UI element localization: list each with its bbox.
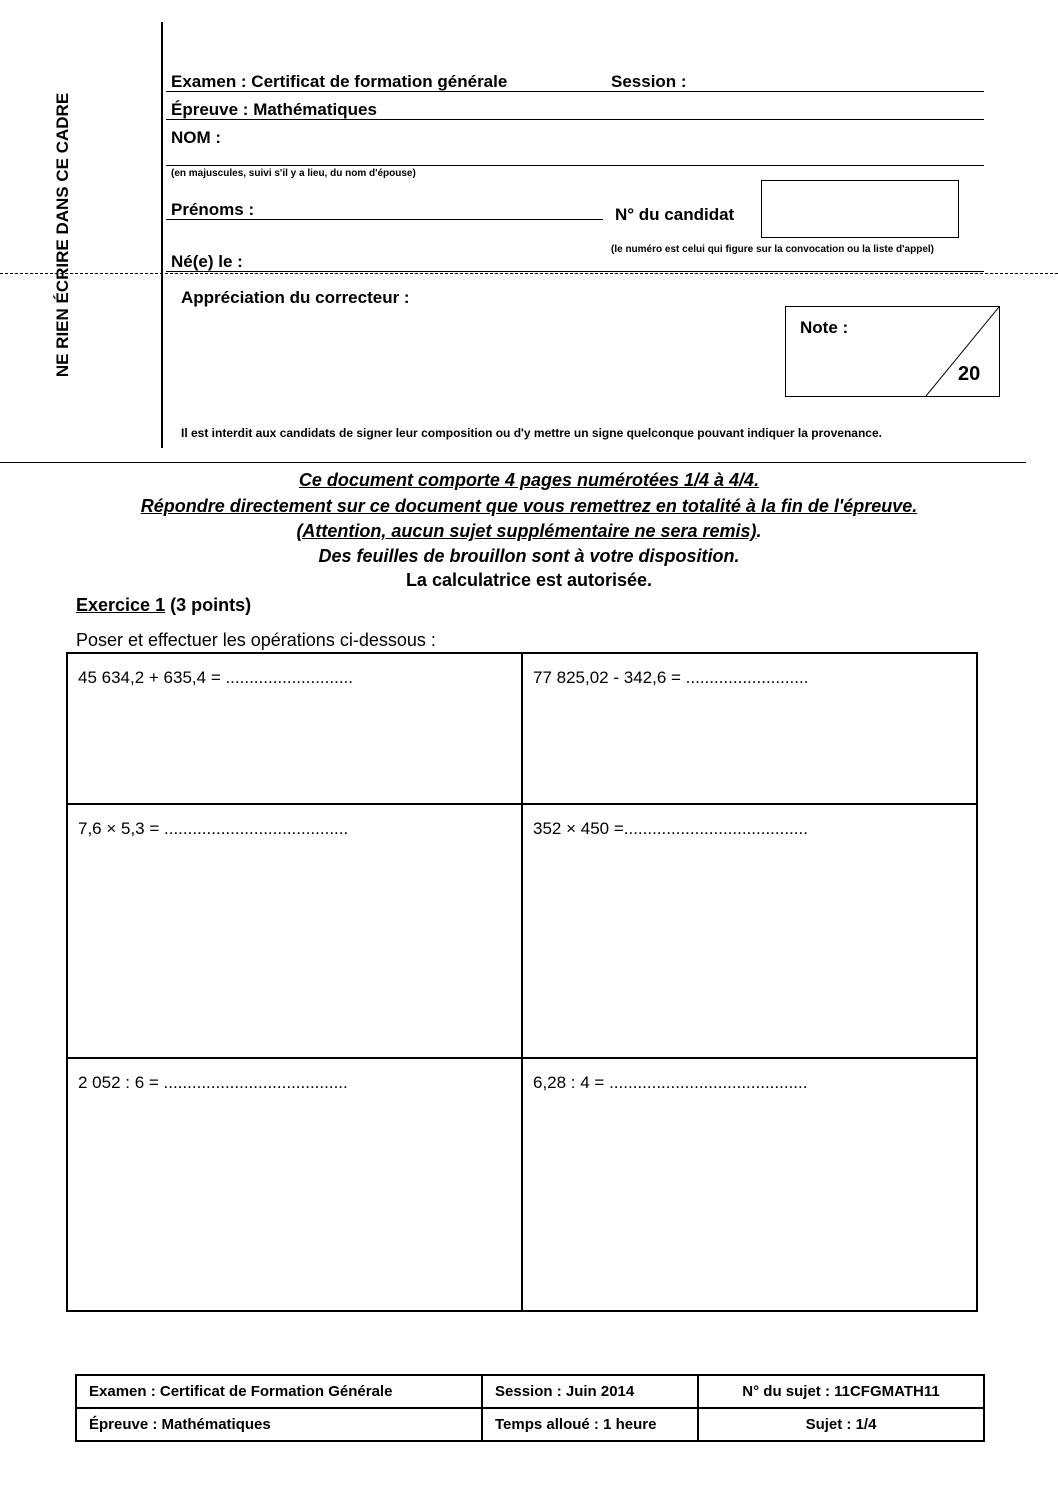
operation-5: 2 052 : 6 = ....................................... (78, 1073, 348, 1092)
instruction-line-3 (0, 521, 1058, 542)
footer-epreuve: Épreuve : Mathématiques (76, 1408, 482, 1441)
operation-1: 45 634,2 + 635,4 = ........................... (78, 668, 353, 687)
operation-cell-2[interactable] (523, 654, 976, 805)
operation-cell-4[interactable] (523, 805, 976, 1059)
operation-cell-5[interactable] (68, 1059, 523, 1310)
prenoms-label: Prénoms : (171, 200, 255, 219)
note-box[interactable] (785, 306, 1000, 397)
cut-line (0, 273, 1058, 274)
nom-line (166, 165, 984, 166)
exercise-1-heading (76, 595, 251, 616)
candidat-number-box[interactable] (761, 180, 959, 238)
session-label: Session : (611, 72, 687, 91)
interdit-notice: Il est interdit aux candidats de signer leur composition ou d'y mettre un signe quelconque pouvant indiquer la provenance. (181, 426, 882, 440)
nom-label: NOM : (171, 128, 222, 147)
exercise-1-title: Exercice 1 (76, 595, 166, 615)
operation-cell-6[interactable] (523, 1059, 976, 1310)
epreuve-label: Épreuve : Mathématiques (171, 100, 377, 119)
prenoms-line (166, 219, 603, 220)
footer-temps: Temps alloué : 1 heure (482, 1408, 698, 1441)
operation-4: 352 × 450 =....................................... (533, 819, 808, 838)
side-notice: NE RIEN ÉCRIRE DANS CE CADRE (53, 92, 72, 378)
operation-2: 77 825,02 - 342,6 = .......................... (533, 668, 809, 687)
header-separator (0, 462, 1026, 463)
operation-3: 7,6 × 5,3 = ....................................... (78, 819, 349, 838)
instruction-line-3-text: (Attention, aucun sujet supplémentaire ne sera remis) (296, 521, 757, 541)
note-label: Note : (800, 318, 849, 337)
nom-note: (en majuscules, suivi s'il y a lieu, du nom d'épouse) (171, 168, 416, 179)
candidat-label: N° du candidat (615, 205, 735, 224)
operation-cell-1[interactable] (68, 654, 523, 805)
candidat-note: (le numéro est celui qui figure sur la convocation ou la liste d'appel) (611, 244, 934, 255)
footer-session: Session : Juin 2014 (482, 1375, 698, 1408)
instruction-line-4: Des feuilles de brouillon sont à votre disposition. (318, 546, 740, 566)
exercise-1-points: (3 points) (170, 595, 252, 615)
instruction-line-2: Répondre directement sur ce document que vous remettrez en totalité à la fin de l'épreuve. (140, 496, 918, 516)
operation-cell-3[interactable] (68, 805, 523, 1059)
examen-label: Examen : Certificat de formation générale (171, 72, 508, 91)
instruction-line-5: La calculatrice est autorisée. (405, 570, 653, 590)
ne-le-label: Né(e) le : (171, 252, 243, 271)
footer-examen: Examen : Certificat de Formation Générale (76, 1375, 482, 1408)
footer-sujet-num: N° du sujet : 11CFGMATH11 (698, 1375, 984, 1408)
session-line (166, 91, 984, 92)
epreuve-line (166, 119, 984, 120)
frame-vertical-line (161, 22, 163, 448)
footer-sujet-page: Sujet : 1/4 (698, 1408, 984, 1441)
operations-grid (66, 652, 978, 1312)
exercise-1-instruction: Poser et effectuer les opérations ci-dessous : (76, 630, 436, 650)
ne-le-line (166, 271, 984, 272)
footer-table (75, 1374, 985, 1442)
instruction-line-3-end: . (756, 521, 762, 541)
operation-6: 6,28 : 4 = .......................................... (533, 1073, 808, 1092)
note-total: 20 (958, 363, 981, 385)
instruction-line-1: Ce document comporte 4 pages numérotées 1/4 à 4/4. (298, 470, 760, 490)
appreciation-label: Appréciation du correcteur : (181, 288, 410, 307)
